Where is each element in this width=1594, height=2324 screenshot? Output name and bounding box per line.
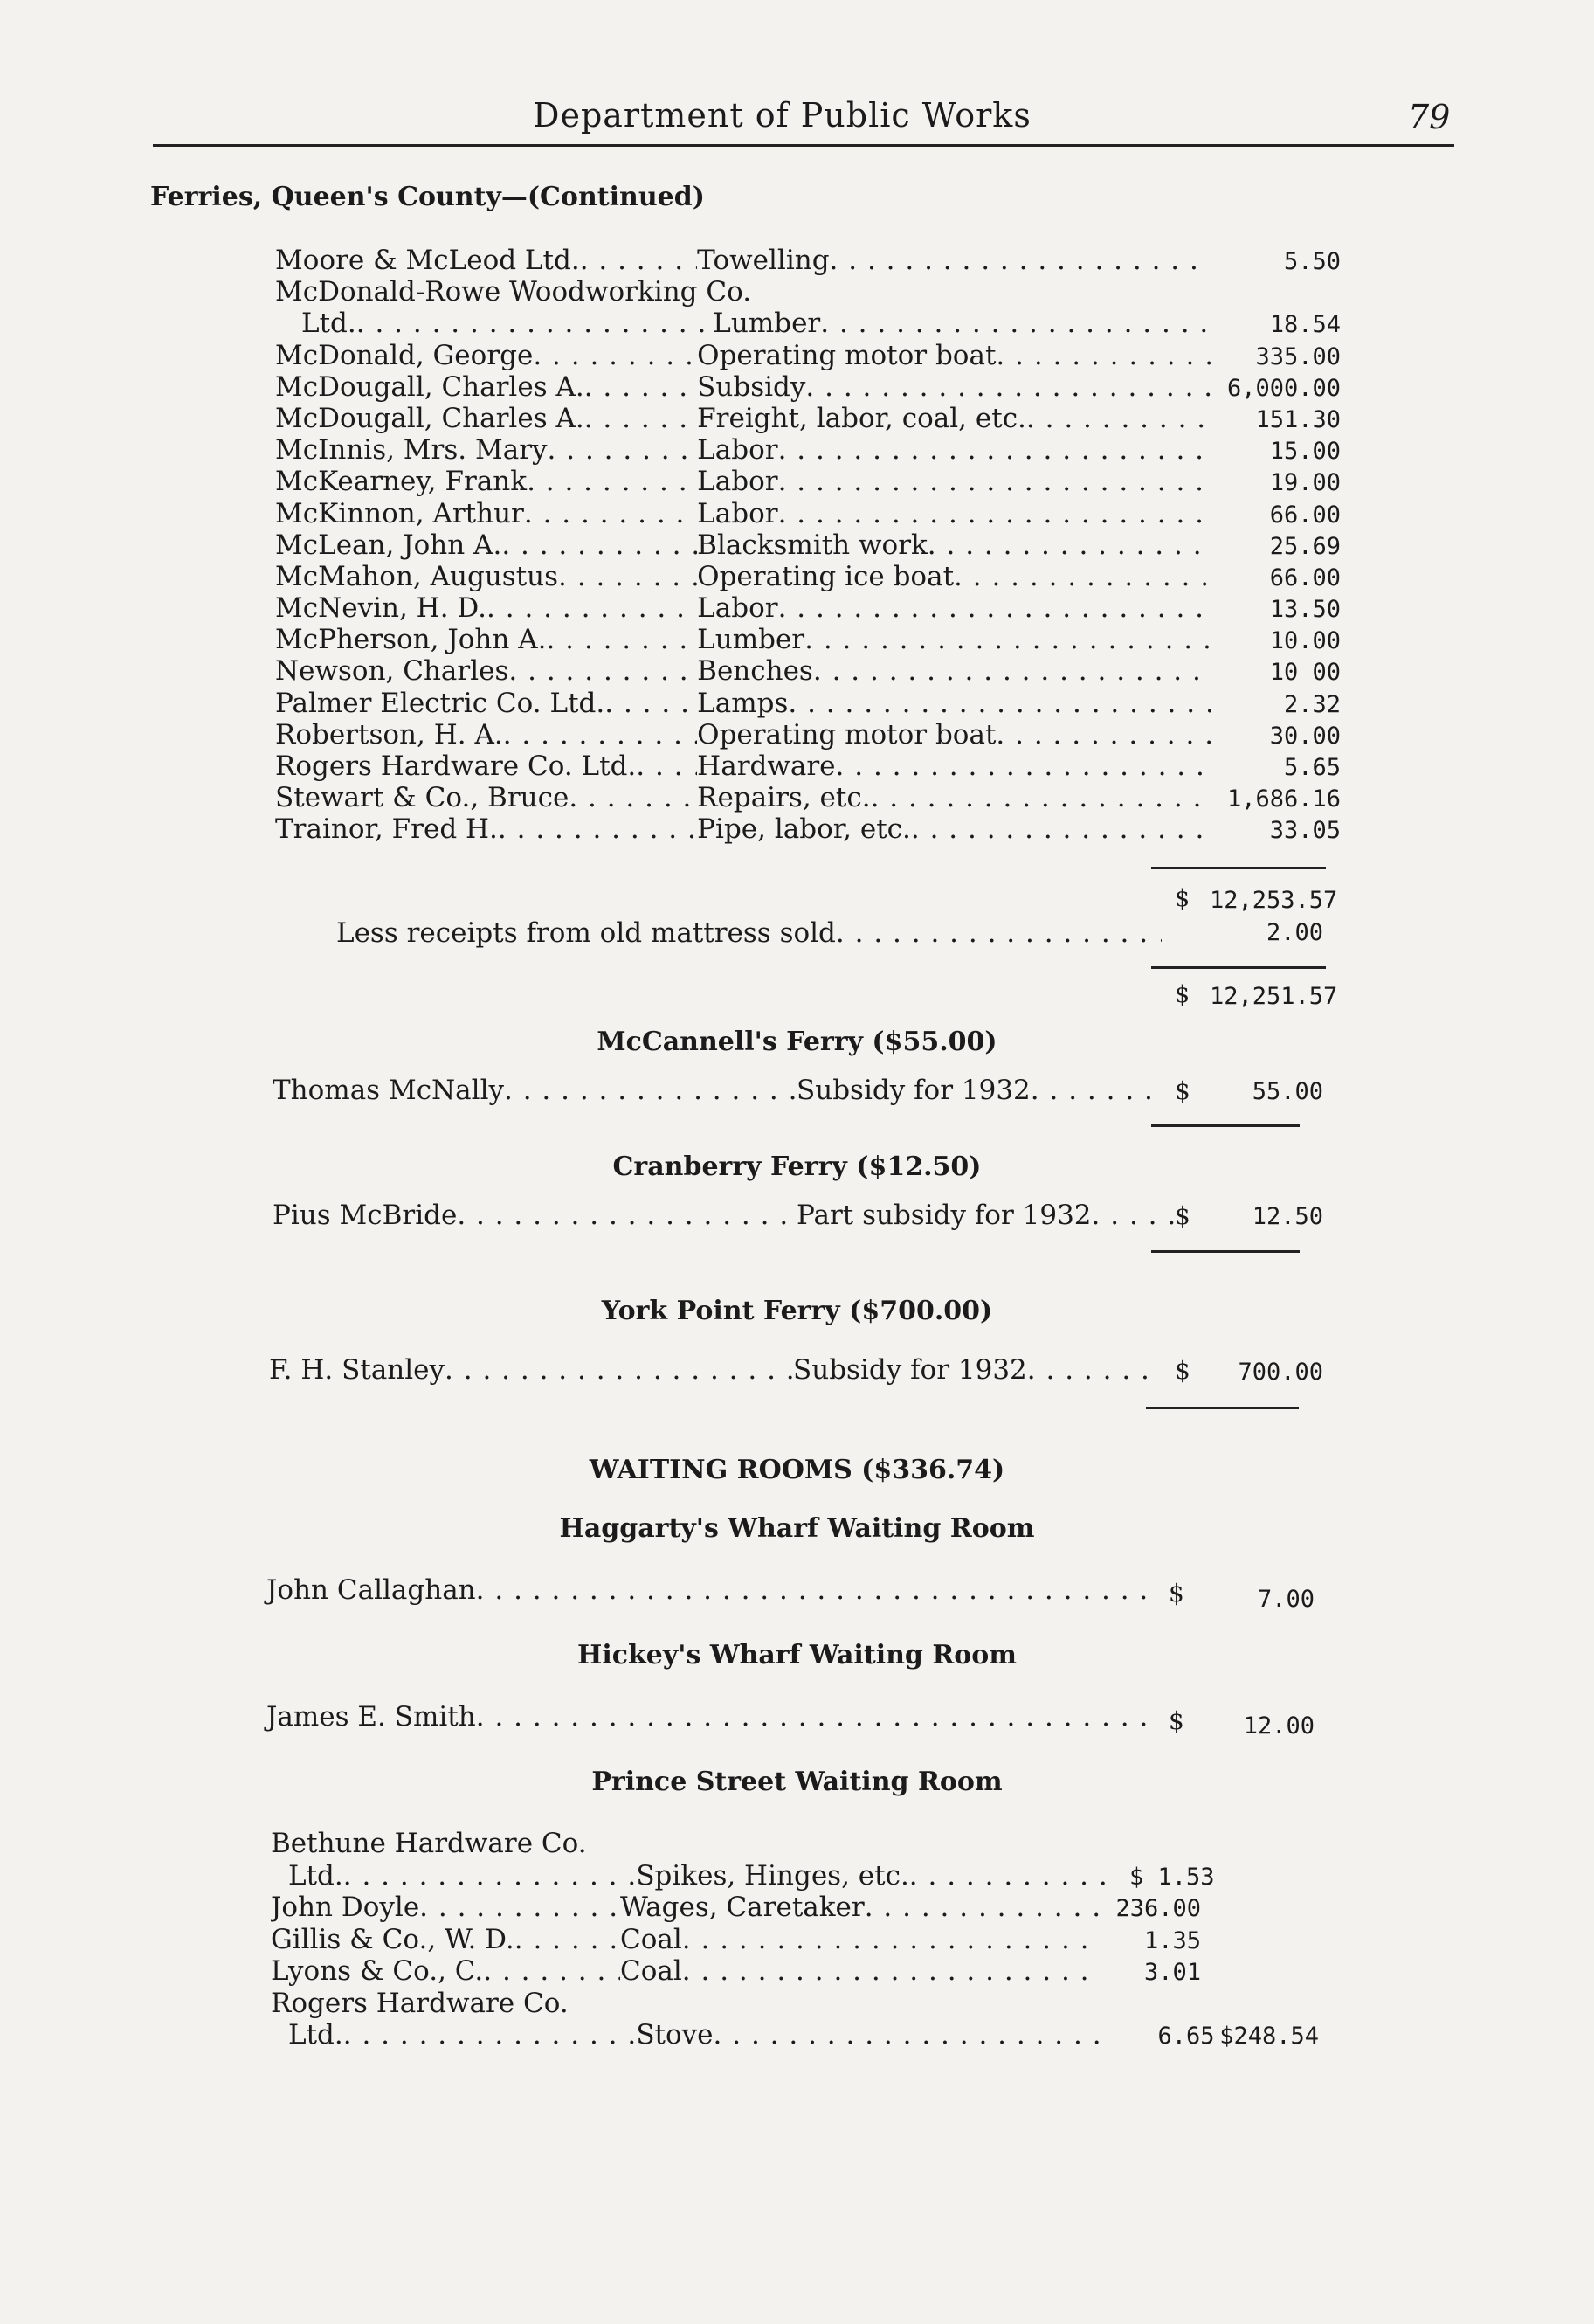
hickey-heading: Hickey's Wharf Waiting Room [576, 1640, 1018, 1670]
entry-name-cell [275, 750, 697, 782]
leader-dots [604, 688, 697, 719]
ferry-line-york-point [269, 1354, 1156, 1386]
entry-item-cell [697, 813, 1211, 845]
hickey-amount: 12.00 [1243, 1712, 1315, 1740]
ferry-item-cell [797, 1200, 1177, 1231]
prince-rows [271, 1828, 1319, 2051]
entry-item: Freight, labor, coal, etc. [697, 402, 1026, 434]
entry-name-cell [275, 245, 697, 276]
leader-dots [546, 624, 697, 655]
entry-item-cell [713, 308, 1213, 339]
entry-name: McMahon, Augustus [275, 560, 559, 592]
entry-row [275, 719, 1341, 750]
entry-row [275, 592, 1341, 624]
ferry-name-cell [269, 1354, 793, 1386]
prince-name-cell [271, 1988, 1232, 2019]
entry-name: McDougall, Charles A. [275, 402, 584, 434]
entry-item-cell [697, 498, 1211, 529]
entry-name: McDougall, Charles A. [275, 370, 584, 403]
header-rule [153, 144, 1454, 147]
leader-dots [419, 1892, 620, 1923]
leader-dots [996, 719, 1211, 750]
prince-name: Ltd. [288, 1859, 343, 1892]
leader-dots [503, 719, 697, 750]
entry-name: Robertson, H. A. [275, 718, 503, 750]
ferry-name: Thomas McNally [273, 1075, 504, 1106]
prince-name: Gillis & Co., W. D. [271, 1923, 514, 1955]
ferry-item-cell [793, 1354, 1156, 1386]
entry-row [275, 276, 1341, 308]
leader-dots [778, 592, 1211, 624]
prince-name-cell [271, 1955, 620, 1987]
entry-amount: 6,000.00 [1226, 374, 1342, 402]
entry-item: Towelling [697, 245, 830, 276]
entry-name: McKinnon, Arthur [275, 497, 524, 529]
ferry-name-cell [273, 1075, 797, 1106]
prince-item-cell [620, 1955, 1101, 1987]
entry-item: Labor [697, 497, 778, 529]
entry-name-cell [275, 466, 697, 497]
entry-item: Hardware [697, 750, 836, 782]
entry-amount: 10 00 [1269, 659, 1342, 687]
leader-dots [558, 561, 697, 592]
leader-dots [830, 245, 1211, 276]
leader-dots [865, 1892, 1101, 1923]
leader-dots [682, 1924, 1101, 1955]
entry-item: Pipe, labor, etc. [697, 813, 911, 846]
leader-dots [836, 917, 1162, 949]
prince-name-cell [271, 1860, 636, 1892]
entry-item-cell [697, 403, 1211, 434]
entry-name-cell [275, 561, 697, 592]
entry-name: Moore & McLeod Ltd. [275, 245, 580, 276]
entry-row [275, 308, 1341, 339]
prince-name: Rogers Hardware Co. [271, 1987, 569, 2019]
entry-row [275, 371, 1341, 403]
ferry-name: Pius McBride [273, 1200, 458, 1231]
prince-amount: 6.65 [1157, 2023, 1215, 2050]
hickey-line [266, 1701, 1153, 1733]
ferry-total-rule [1146, 1407, 1299, 1409]
entry-amount: 66.00 [1269, 501, 1342, 529]
leader-dots [1026, 403, 1211, 434]
entry-name-cell [275, 308, 713, 339]
entry-amount: 2.32 [1283, 690, 1342, 718]
leader-dots [714, 2019, 1114, 2051]
section-title: Ferries, Queen's County—(Continued) [150, 182, 705, 212]
entry-item-cell [697, 371, 1211, 403]
entry-amount: 335.00 [1255, 342, 1342, 370]
subtotal-rule [1151, 867, 1326, 869]
ferry-currency: $ [1175, 1356, 1190, 1385]
entry-name-cell [275, 782, 697, 813]
page-header-title: Department of Public Works [533, 96, 1032, 135]
entry-amount: 151.30 [1255, 405, 1342, 433]
leader-dots [584, 371, 697, 403]
entry-name: Trainor, Fred H. [275, 813, 498, 846]
waiting-rooms-heading: WAITING ROOMS ($336.74) [589, 1455, 1005, 1485]
entry-item-cell [697, 466, 1211, 497]
entry-item-cell [697, 688, 1211, 719]
entry-row [275, 624, 1341, 655]
leader-dots [778, 498, 1211, 529]
hickey-name: James E. Smith [266, 1701, 476, 1733]
entry-name-cell [275, 688, 697, 719]
entry-amount: 10.00 [1269, 627, 1342, 655]
page-number: 79 [1408, 98, 1451, 136]
entry-row [275, 561, 1341, 592]
ferry-currency: $ [1175, 1201, 1190, 1230]
ferry-amount: 55.00 [1252, 1078, 1323, 1105]
entry-name: Stewart & Co., Bruce [275, 782, 569, 814]
entry-item-cell [697, 624, 1211, 655]
entry-item: Operating motor boat [697, 718, 997, 750]
prince-item-cell [620, 1924, 1101, 1955]
entry-amount: 15.00 [1269, 438, 1342, 466]
entry-name: McKearney, Frank [275, 466, 528, 498]
prince-item-cell [620, 1892, 1101, 1923]
prince-name: Lyons & Co., C. [271, 1955, 484, 1987]
prince-item: Wages, Caretaker [620, 1892, 865, 1923]
prince-amount: 1.35 [1143, 1926, 1201, 1954]
net-total-currency: $ [1175, 981, 1190, 1008]
ferry-item: Subsidy for 1932 [797, 1075, 1031, 1106]
entry-item: Blacksmith work [697, 529, 928, 561]
entry-name: Palmer Electric Co. Ltd. [275, 687, 605, 719]
leader-dots [1031, 1075, 1155, 1106]
prince-name-cell [271, 1828, 1232, 1859]
prince-item: Coal [620, 1955, 682, 1987]
entry-name: McPherson, John A. [275, 624, 547, 656]
leader-dots [504, 1075, 797, 1106]
ferry-heading-york-point: York Point Ferry ($700.00) [601, 1296, 993, 1326]
entry-row [275, 466, 1341, 497]
entry-name-cell [275, 371, 697, 403]
leader-dots [548, 434, 698, 466]
less-receipts-label: Less receipts from old mattress sold [336, 917, 836, 949]
haggarty-currency: $ [1169, 1579, 1184, 1608]
leader-dots [527, 466, 697, 497]
prince-total: $248.54 [1219, 2023, 1319, 2050]
ferry-currency: $ [1175, 1076, 1190, 1105]
leader-dots [820, 308, 1213, 339]
entry-name-cell [275, 498, 697, 529]
leader-dots [514, 1924, 620, 1955]
entry-name: Rogers Hardware Co. Ltd. [275, 750, 637, 782]
entry-amount: 1,686.16 [1226, 785, 1342, 813]
entry-amount: 66.00 [1269, 564, 1342, 591]
leader-dots [584, 403, 697, 434]
entry-amount: 5.50 [1283, 248, 1342, 275]
leader-dots [836, 750, 1211, 782]
leader-dots [476, 1574, 1153, 1606]
leader-dots [580, 245, 697, 276]
entry-item: Subsidy [697, 370, 806, 403]
prince-item: Coal [620, 1923, 682, 1955]
entry-name: McNevin, H. D. [275, 592, 487, 625]
leader-dots [569, 782, 697, 813]
entry-item: Labor [697, 466, 778, 498]
ferry-total-rule [1151, 1250, 1300, 1253]
entry-item-cell [697, 719, 1211, 750]
entry-item: Operating motor boat [697, 339, 997, 371]
entry-name-cell [275, 434, 697, 466]
leader-dots [508, 655, 697, 687]
leader-dots [778, 434, 1211, 466]
entry-row [275, 498, 1341, 529]
entry-item-cell [697, 529, 1211, 561]
subtotal-currency: $ [1175, 885, 1190, 912]
entry-name: Newson, Charles [275, 655, 509, 688]
entry-amount: 19.00 [1269, 469, 1342, 497]
entry-item: Labor [697, 434, 778, 467]
ferry-name-cell [273, 1200, 797, 1231]
entry-item: Operating ice boat [697, 560, 955, 592]
entry-item-cell [697, 592, 1211, 624]
entry-item-cell [697, 434, 1211, 466]
leader-dots [682, 1955, 1101, 1987]
haggarty-line [266, 1574, 1153, 1606]
leader-dots [788, 688, 1211, 719]
leader-dots [498, 813, 697, 845]
entry-name-cell [275, 529, 697, 561]
prince-row [271, 1988, 1319, 2020]
entry-name-cell [275, 403, 697, 434]
leader-dots [909, 1860, 1114, 1892]
leader-dots [445, 1354, 793, 1386]
entry-item: Lamps [697, 687, 789, 719]
entry-name: McLean, John A. [275, 529, 502, 561]
leader-dots [804, 624, 1211, 655]
entry-item-cell [697, 245, 1211, 276]
entry-name: McDonald-Rowe Woodworking Co. [275, 276, 752, 308]
prince-amount: 3.01 [1143, 1959, 1201, 1986]
less-receipts-amount: 2.00 [1266, 919, 1323, 946]
prince-item: Spikes, Hinges, etc. [636, 1859, 909, 1892]
entries-list [275, 245, 1341, 846]
entry-row [275, 688, 1341, 719]
leader-dots [1092, 1200, 1177, 1231]
entry-item: Repairs, etc. [697, 782, 871, 814]
entry-name-cell [275, 655, 697, 687]
entry-name-cell [275, 719, 697, 750]
leader-dots [813, 655, 1211, 687]
prince-amount: 236.00 [1115, 1895, 1201, 1922]
entry-row [275, 782, 1341, 813]
entry-item: Lumber [713, 308, 821, 340]
leader-dots [954, 561, 1211, 592]
entry-name-cell [275, 340, 697, 371]
net-total-amount: 12,251.57 [1210, 983, 1338, 1010]
entry-row [275, 813, 1341, 845]
ferry-heading-mccannell: McCannell's Ferry ($55.00) [597, 1027, 997, 1057]
prince-row [271, 1892, 1319, 1924]
entry-amount: 25.69 [1269, 532, 1342, 560]
prince-heading: Prince Street Waiting Room [591, 1767, 1003, 1797]
prince-item-cell [636, 1860, 1114, 1892]
ferry-amount: 12.50 [1252, 1203, 1323, 1230]
subtotal-amount: 12,253.57 [1210, 887, 1338, 914]
prince-name: John Doyle [271, 1892, 420, 1923]
leader-dots [533, 340, 697, 371]
ferry-item: Subsidy for 1932 [793, 1354, 1027, 1386]
entry-row [275, 403, 1341, 434]
leader-dots [636, 750, 697, 782]
entry-amount: 18.54 [1269, 311, 1341, 339]
ferry-item-cell [797, 1075, 1155, 1106]
entry-name-cell [275, 276, 1217, 308]
entry-row [275, 750, 1341, 782]
entry-amount: 30.00 [1269, 722, 1342, 750]
entry-item-cell [697, 561, 1211, 592]
prince-row [271, 1955, 1319, 1988]
haggarty-amount: 7.00 [1257, 1586, 1315, 1613]
entry-name: McInnis, Mrs. Mary [275, 434, 548, 467]
leader-dots [457, 1200, 797, 1231]
ferry-line-cranberry [273, 1200, 1177, 1231]
entry-item-cell [697, 655, 1211, 687]
entry-item: Labor [697, 592, 778, 625]
entry-name: McDonald, George [275, 339, 534, 371]
prince-name-cell [271, 2019, 636, 2051]
prince-item: Stove [636, 2019, 714, 2051]
leader-dots [356, 308, 714, 339]
leader-dots [805, 371, 1211, 403]
leader-dots [928, 529, 1211, 561]
haggarty-name: John Callaghan [266, 1574, 476, 1606]
entry-row [275, 434, 1341, 466]
prince-row [271, 1860, 1319, 1892]
ferry-amount: 700.00 [1238, 1359, 1323, 1386]
entry-name-cell [275, 592, 697, 624]
leader-dots [1027, 1354, 1156, 1386]
leader-dots [778, 466, 1211, 497]
entry-row [275, 340, 1341, 371]
prince-row [271, 1924, 1319, 1956]
leader-dots [871, 782, 1211, 813]
hickey-currency: $ [1169, 1706, 1184, 1735]
leader-dots [476, 1701, 1153, 1733]
prince-name-cell [271, 1892, 620, 1923]
prince-item-cell [636, 2019, 1114, 2051]
entry-name-cell [275, 813, 697, 845]
entry-row [275, 529, 1341, 561]
leader-dots [483, 1955, 620, 1987]
entry-name-cell [275, 624, 697, 655]
leader-dots [343, 2019, 637, 2051]
entry-item-cell [697, 782, 1211, 813]
leader-dots [501, 529, 697, 561]
entry-item-cell [697, 750, 1211, 782]
entry-amount: 33.05 [1269, 817, 1342, 845]
ferry-line-mccannell [273, 1075, 1155, 1106]
prince-row [271, 2019, 1319, 2051]
ferry-total-rule [1151, 1124, 1300, 1127]
leader-dots [343, 1860, 637, 1892]
entry-name: Ltd. [301, 308, 356, 340]
entry-row [275, 245, 1341, 276]
entry-row [275, 655, 1341, 687]
entry-item-cell [697, 340, 1211, 371]
ferry-name: F. H. Stanley [269, 1354, 445, 1386]
prince-name-cell [271, 1924, 620, 1955]
prince-name: Bethune Hardware Co. [271, 1828, 587, 1859]
leader-dots [524, 498, 697, 529]
prince-row [271, 1828, 1319, 1860]
leader-dots [486, 592, 697, 624]
haggarty-heading: Haggarty's Wharf Waiting Room [559, 1513, 1035, 1544]
entry-item: Lumber [697, 624, 805, 656]
leader-dots [996, 340, 1211, 371]
entry-amount: 13.50 [1269, 596, 1342, 624]
prince-name: Ltd. [288, 2019, 343, 2051]
prince-amount: $ 1.53 [1128, 1863, 1215, 1891]
ferry-heading-cranberry: Cranberry Ferry ($12.50) [612, 1152, 982, 1182]
net-total-rule [1151, 966, 1326, 969]
ferry-item: Part subsidy for 1932 [797, 1200, 1092, 1231]
less-receipts-line [336, 917, 1162, 949]
entry-item: Benches [697, 655, 813, 688]
leader-dots [911, 813, 1211, 845]
entry-amount: 5.65 [1283, 754, 1342, 781]
